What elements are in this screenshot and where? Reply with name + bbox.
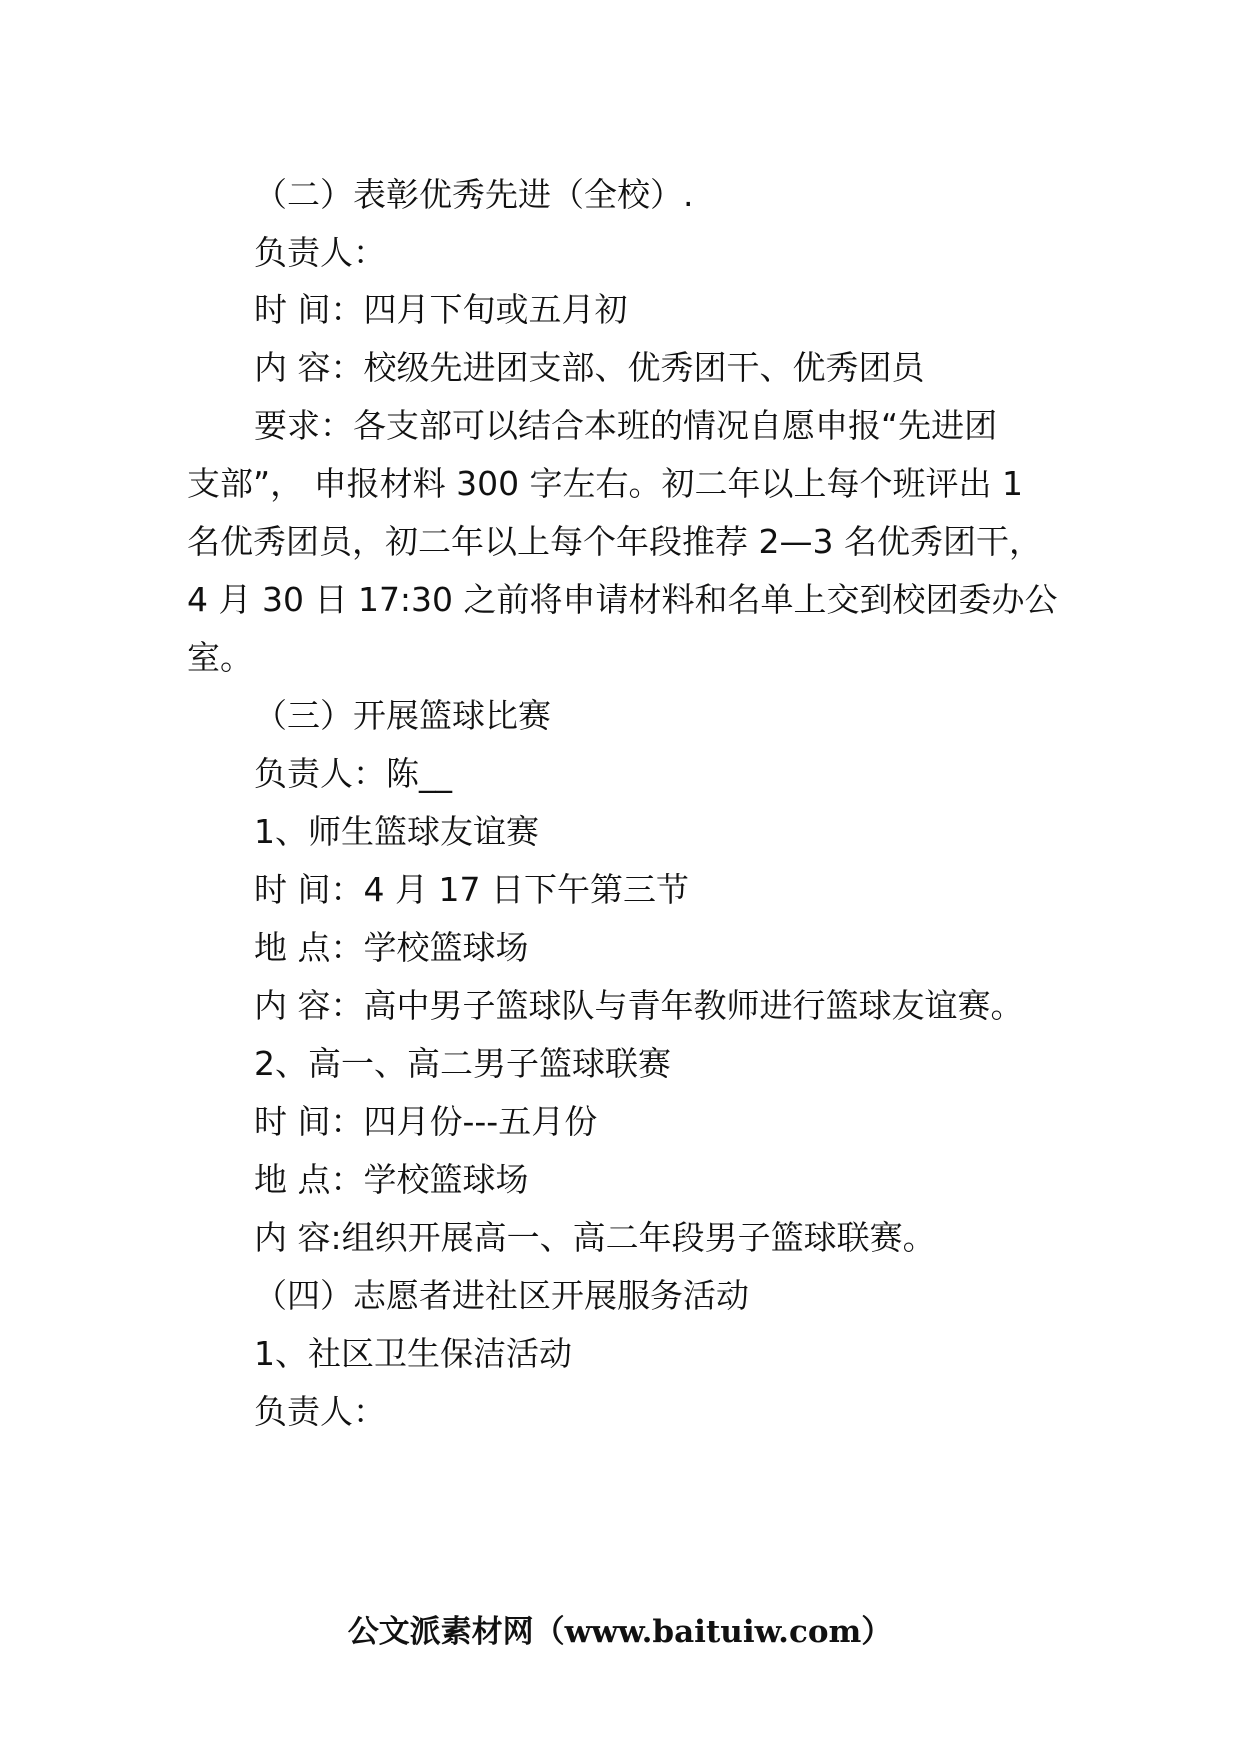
- text-line: 地 点：学校篮球场: [254, 1160, 529, 1199]
- section-heading-commendation: （二）表彰优秀先进（全校）.: [254, 175, 694, 214]
- page-footer: 公文派素材网（www.baituiw.com）: [347, 1614, 893, 1650]
- text-line: 时 间：四月份---五月份: [254, 1102, 598, 1141]
- section-heading-basketball: （三）开展篮球比赛: [254, 696, 551, 735]
- text-line: 负责人：: [254, 233, 386, 272]
- paragraph-line: 4 月 30 日 17:30 之前将申请材料和名单上交到校团委办公: [187, 580, 1058, 619]
- text-line: 负责人：: [254, 1392, 386, 1431]
- text-line: 时 间：四月下旬或五月初: [254, 290, 628, 329]
- text-line: 内 容：高中男子篮球队与青年教师进行篮球友谊赛。: [254, 986, 1024, 1025]
- paragraph-line: 要求：各支部可以结合本班的情况自愿申报“先进团: [254, 406, 998, 445]
- text-line: 地 点：学校篮球场: [254, 928, 529, 967]
- text-line: 内 容:组织开展高一、高二年段男子篮球联赛。: [254, 1218, 936, 1257]
- paragraph-line: 支部”， 申报材料 300 字左右。初二年以上每个班评出 1: [187, 464, 1024, 503]
- section-heading-volunteer: （四）志愿者进社区开展服务活动: [254, 1276, 749, 1315]
- text-line: 时 间：4 月 17 日下午第三节: [254, 870, 689, 909]
- subsection-heading: 1、社区卫生保洁活动: [254, 1334, 572, 1373]
- paragraph-line: 名优秀团员，初二年以上每个年段推荐 2—3 名优秀团干，: [187, 522, 1042, 561]
- text-line: 负责人：陈__: [254, 754, 452, 793]
- paragraph-line: 室。: [187, 638, 253, 677]
- subsection-heading: 2、高一、高二男子篮球联赛: [254, 1044, 671, 1083]
- subsection-heading: 1、师生篮球友谊赛: [254, 812, 539, 851]
- text-line: 内 容：校级先进团支部、优秀团干、优秀团员: [254, 348, 925, 387]
